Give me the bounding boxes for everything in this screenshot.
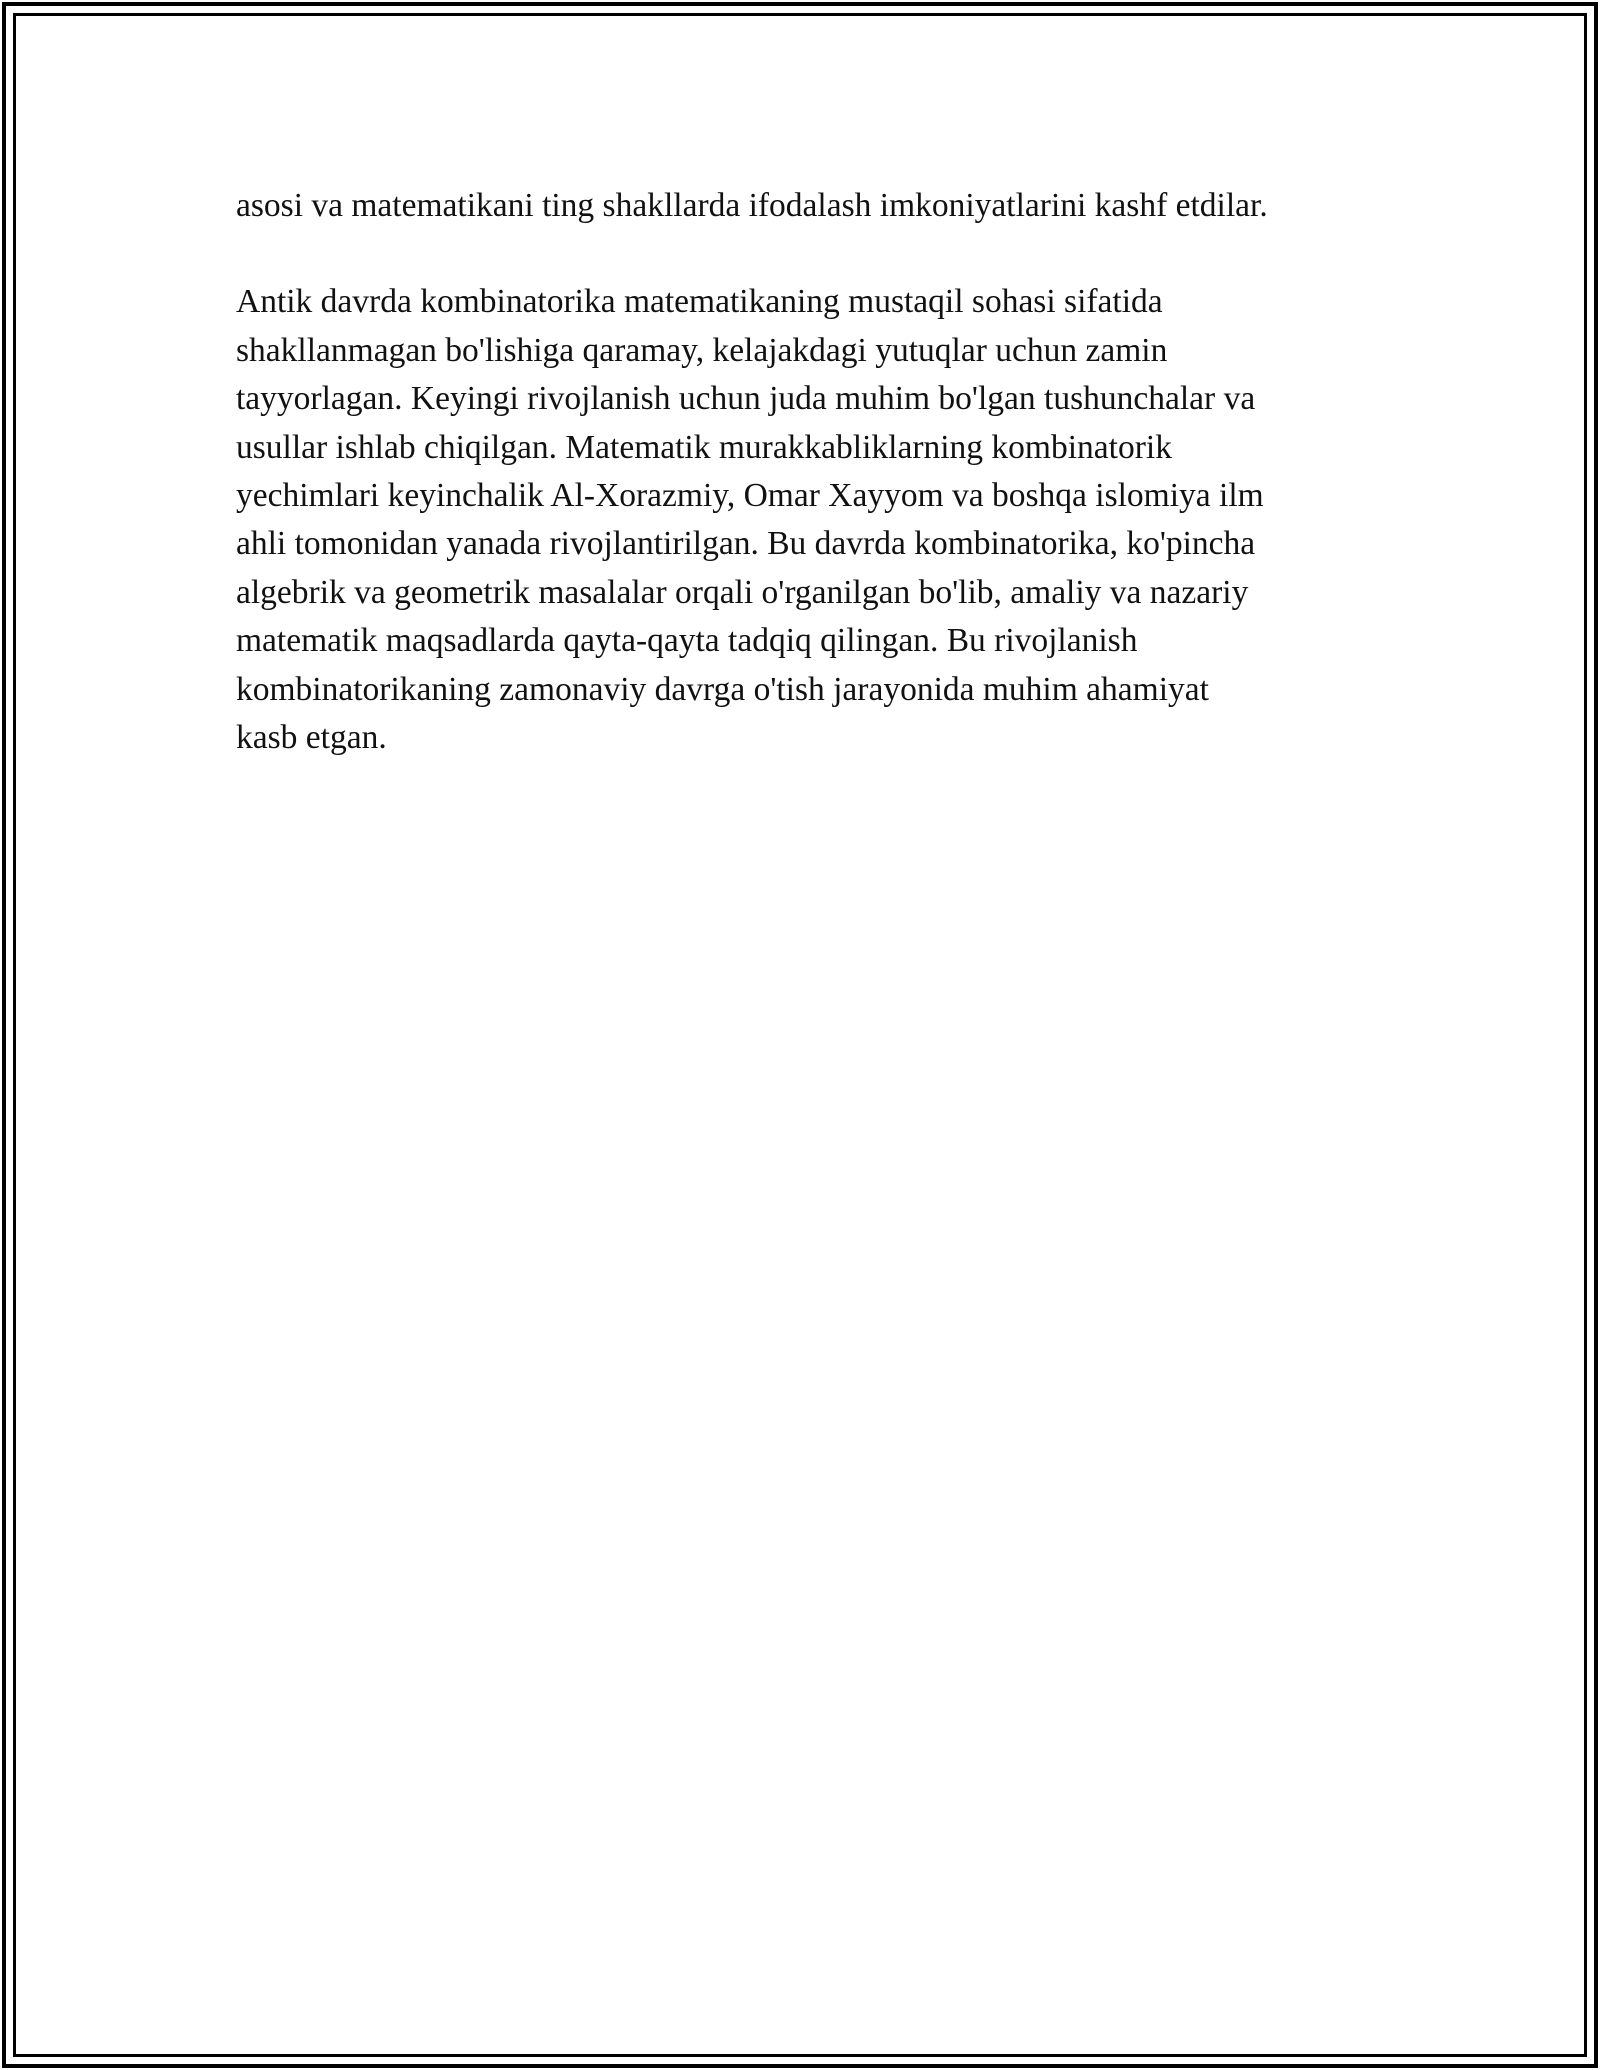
text-line: algebrik va geometrik masalalar orqali o'rganilgan bo'lib, amaliy va nazariy xyxy=(236,573,1249,611)
text-line: tayyorlagan. Keyingi rivojlanish uchun juda muhim bo'lgan tushunchalar va xyxy=(236,380,1256,418)
page-content xyxy=(236,182,1386,762)
text-line: Antik davrda kombinatorika matematikaning mustaqil sohasi sifatida xyxy=(236,283,1163,321)
text-line: shakllanmagan bo'lishiga qaramay, kelajakdagi yutuqlar uchun zamin xyxy=(236,331,1168,369)
text-line: asosi va matematikani ting shakllarda ifodalash imkoniyatlarini kashf etdilar. xyxy=(236,187,1268,224)
text-line: matematik maqsadlarda qayta-qayta tadqiq qilingan. Bu rivojlanish xyxy=(236,622,1138,660)
text-line: usullar ishlab chiqilgan. Matematik murakkabliklarning kombinatorik xyxy=(236,428,1172,466)
paragraph-antik-davr xyxy=(236,278,1386,762)
text-line: yechimlari keyinchalik Al-Xorazmiy, Omar Xayyom va boshqa islomiya ilm xyxy=(236,477,1264,515)
paragraph-spacer xyxy=(236,230,1386,278)
text-line: kasb etgan. xyxy=(236,719,387,757)
text-line: kombinatorikaning zamonaviy davrga o'tish jarayonida muhim ahamiyat xyxy=(236,670,1209,708)
paragraph-continuation xyxy=(236,182,1386,230)
text-line: ahli tomonidan yanada rivojlantirilgan. Bu davrda kombinatorika, ko'pincha xyxy=(236,525,1256,563)
